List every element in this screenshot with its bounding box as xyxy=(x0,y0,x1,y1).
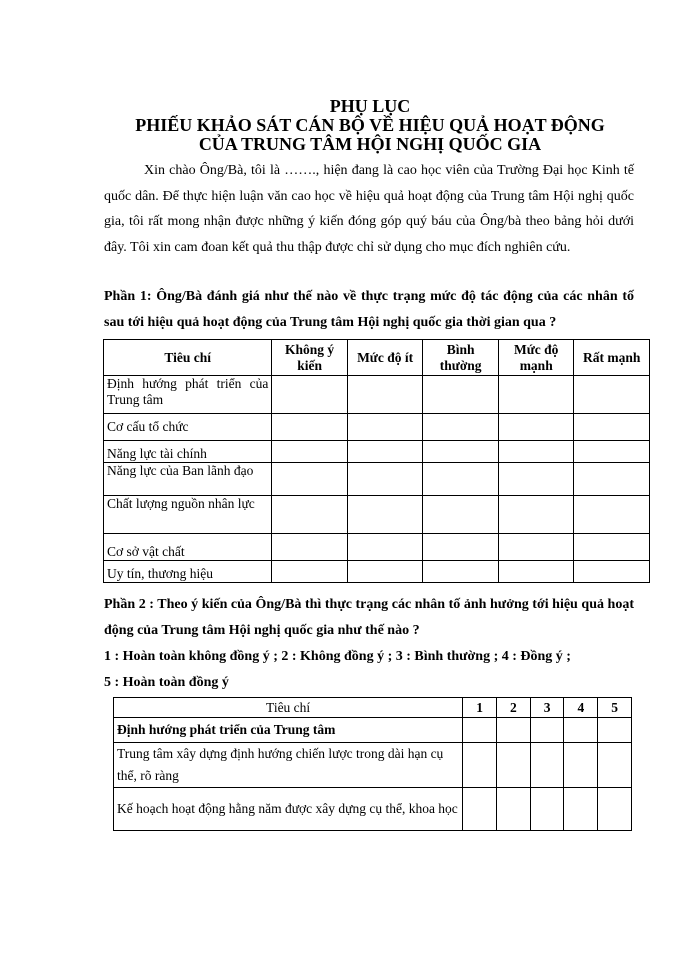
title-organization: CỦA TRUNG TÂM HỘI NGHỊ QUỐC GIA xyxy=(198,134,542,154)
answer-cell[interactable] xyxy=(423,561,499,583)
answer-cell[interactable] xyxy=(272,441,348,463)
criteria-group-cell: Định hướng phát triển của Trung tâm xyxy=(114,718,463,743)
table-row xyxy=(104,463,650,496)
answer-cell[interactable] xyxy=(530,788,564,831)
answer-cell[interactable] xyxy=(347,441,422,463)
answer-cell[interactable] xyxy=(498,376,574,414)
document-title xyxy=(100,97,640,154)
table-row xyxy=(114,743,632,788)
part2-heading: Phần 2 : Theo ý kiến của Ông/Bà thì thực trạng các nhân tố ảnh hưởng tới hiệu quả hoạt động của Trung tâm Hội nghị quốc gia như thế nào ? xyxy=(104,597,634,638)
answer-cell[interactable] xyxy=(564,718,598,743)
part1-col-criteria: Tiêu chí xyxy=(104,340,272,376)
answer-cell[interactable] xyxy=(423,441,499,463)
rating-scale-legend xyxy=(104,644,634,696)
answer-cell[interactable] xyxy=(530,718,564,743)
answer-cell[interactable] xyxy=(423,534,499,561)
intro-text: Xin chào Ông/Bà, tôi là ……., hiện đang là cao học viên của Trường Đại học Kinh tế quốc dân. Để thực hiện luận văn cao học về hiệu quả hoạt động của Trung tâm Hội nghị quốc gia, tôi rất mong nhận được những ý kiến đóng góp quý báu của Ông/bà theo bảng hỏi dưới đây. Tôi xin cam đoan kết quả thu thập được chỉ sử dụng cho mục đích nghiên cứu. xyxy=(104,163,634,255)
answer-cell[interactable] xyxy=(574,534,650,561)
part2-header-row xyxy=(114,698,632,718)
title-appendix: PHỤ LỤC xyxy=(329,96,411,116)
answer-cell[interactable] xyxy=(598,718,632,743)
answer-cell[interactable] xyxy=(574,561,650,583)
answer-cell[interactable] xyxy=(272,414,348,441)
criteria-cell: Năng lực của Ban lãnh đạo xyxy=(104,463,272,496)
answer-cell[interactable] xyxy=(272,376,348,414)
answer-cell[interactable] xyxy=(347,534,422,561)
answer-cell[interactable] xyxy=(574,463,650,496)
answer-cell[interactable] xyxy=(347,463,422,496)
answer-cell[interactable] xyxy=(564,743,598,788)
part2-col-3: 3 xyxy=(530,698,564,718)
answer-cell[interactable] xyxy=(598,788,632,831)
table-row xyxy=(104,496,650,534)
answer-cell[interactable] xyxy=(272,463,348,496)
title-survey: PHIẾU KHẢO SÁT CÁN BỘ VỀ HIỆU QUẢ HOẠT ĐỘNG xyxy=(135,115,605,135)
answer-cell[interactable] xyxy=(423,463,499,496)
answer-cell[interactable] xyxy=(530,743,564,788)
answer-cell[interactable] xyxy=(347,561,422,583)
part1-col-normal: Bình thường xyxy=(423,340,499,376)
answer-cell[interactable] xyxy=(498,561,574,583)
part2-col-1: 1 xyxy=(463,698,497,718)
answer-cell[interactable] xyxy=(564,788,598,831)
criteria-cell: Trung tâm xây dựng định hướng chiến lược trong dài hạn cụ thể, rõ ràng xyxy=(114,743,463,788)
part2-table xyxy=(113,697,632,831)
part1-col-strong: Mức độ mạnh xyxy=(498,340,574,376)
answer-cell[interactable] xyxy=(423,376,499,414)
answer-cell[interactable] xyxy=(498,496,574,534)
part1-col-no-opinion: Không ý kiến xyxy=(272,340,348,376)
table-row xyxy=(104,534,650,561)
criteria-cell: Chất lượng nguồn nhân lực xyxy=(104,496,272,534)
scale-line-2: 5 : Hoàn toàn đồng ý xyxy=(104,675,229,690)
answer-cell[interactable] xyxy=(598,743,632,788)
answer-cell[interactable] xyxy=(498,441,574,463)
answer-cell[interactable] xyxy=(496,718,530,743)
answer-cell[interactable] xyxy=(272,561,348,583)
answer-cell[interactable] xyxy=(498,534,574,561)
part1-heading: Phần 1: Ông/Bà đánh giá như thế nào về thực trạng mức độ tác động của các nhân tố sau tới hiệu quả hoạt động của Trung tâm Hội nghị quốc gia thời gian qua ? xyxy=(104,289,634,330)
criteria-cell: Uy tín, thương hiệu xyxy=(104,561,272,583)
part2-col-4: 4 xyxy=(564,698,598,718)
answer-cell[interactable] xyxy=(463,788,497,831)
answer-cell[interactable] xyxy=(347,376,422,414)
scale-line-1: 1 : Hoàn toàn không đồng ý ; 2 : Không đồng ý ; 3 : Bình thường ; 4 : Đồng ý ; xyxy=(104,649,571,664)
table-row xyxy=(104,376,650,414)
table-row xyxy=(114,718,632,743)
answer-cell[interactable] xyxy=(498,414,574,441)
part2-col-5: 5 xyxy=(598,698,632,718)
answer-cell[interactable] xyxy=(463,743,497,788)
answer-cell[interactable] xyxy=(574,496,650,534)
answer-cell[interactable] xyxy=(574,376,650,414)
answer-cell[interactable] xyxy=(272,496,348,534)
criteria-cell: Cơ cấu tổ chức xyxy=(104,414,272,441)
answer-cell[interactable] xyxy=(574,441,650,463)
part2-col-2: 2 xyxy=(496,698,530,718)
criteria-cell: Định hướng phát triển của Trung tâm xyxy=(104,376,272,414)
table-row xyxy=(104,561,650,583)
criteria-cell: Kế hoạch hoạt động hằng năm được xây dựng cụ thể, khoa học xyxy=(114,788,463,831)
answer-cell[interactable] xyxy=(272,534,348,561)
part1-table xyxy=(103,339,650,583)
part1-col-low: Mức độ ít xyxy=(347,340,422,376)
table-row xyxy=(104,441,650,463)
answer-cell[interactable] xyxy=(463,718,497,743)
answer-cell[interactable] xyxy=(574,414,650,441)
answer-cell[interactable] xyxy=(496,743,530,788)
part2-col-criteria: Tiêu chí xyxy=(114,698,463,718)
table-row xyxy=(114,788,632,831)
criteria-cell: Cơ sở vật chất xyxy=(104,534,272,561)
answer-cell[interactable] xyxy=(496,788,530,831)
answer-cell[interactable] xyxy=(423,496,499,534)
answer-cell[interactable] xyxy=(347,414,422,441)
answer-cell[interactable] xyxy=(423,414,499,441)
part1-col-very-strong: Rất mạnh xyxy=(574,340,650,376)
intro-paragraph xyxy=(104,158,634,260)
criteria-cell: Năng lực tài chính xyxy=(104,441,272,463)
answer-cell[interactable] xyxy=(498,463,574,496)
part1-header-row xyxy=(104,340,650,376)
table-row xyxy=(104,414,650,441)
answer-cell[interactable] xyxy=(347,496,422,534)
